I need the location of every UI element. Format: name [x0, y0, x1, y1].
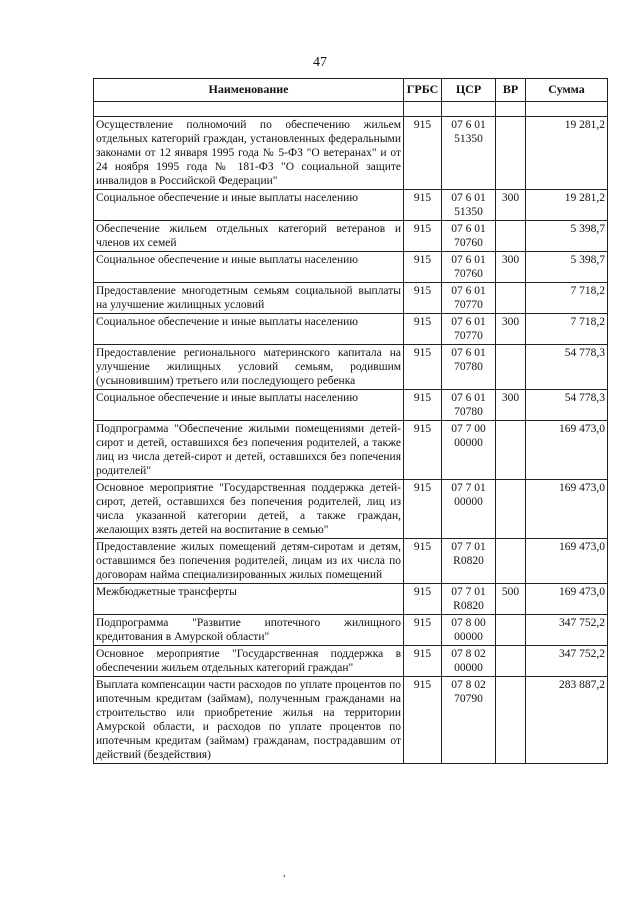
table-header	[94, 79, 608, 102]
header-csr: ЦСР	[442, 79, 496, 102]
row-name: Социальное обеспечение и иные выплаты населению	[94, 252, 404, 283]
row-name: Подпрограмма "Обеспечение жилыми помещениями детей-сирот и детей, оставшихся без попечения родителей, а также лиц из числа детей-сирот и детей, оставшихся без попечения родителей"	[94, 421, 404, 480]
row-grbs: 915	[404, 615, 442, 646]
csr-code-part1: 07 8 02	[451, 648, 486, 660]
row-csr	[442, 584, 496, 615]
footer-mark: ,	[283, 868, 286, 879]
row-grbs: 915	[404, 539, 442, 584]
row-csr	[442, 421, 496, 480]
header-name: Наименование	[94, 79, 404, 102]
csr-code-part2: 70780	[454, 406, 483, 418]
row-vr: 300	[496, 190, 526, 221]
row-sum: 169 473,0	[526, 421, 608, 480]
row-grbs: 915	[404, 421, 442, 480]
row-name: Предоставление многодетным семьям социальной выплаты на улучшение жилищных условий	[94, 283, 404, 314]
row-sum: 5 398,7	[526, 252, 608, 283]
table-row	[94, 221, 608, 252]
row-grbs: 915	[404, 190, 442, 221]
row-sum: 5 398,7	[526, 221, 608, 252]
table-row	[94, 283, 608, 314]
row-name: Социальное обеспечение и иные выплаты населению	[94, 190, 404, 221]
row-sum: 347 752,2	[526, 615, 608, 646]
row-csr	[442, 539, 496, 584]
row-name: Социальное обеспечение и иные выплаты населению	[94, 390, 404, 421]
row-grbs: 915	[404, 584, 442, 615]
row-grbs: 915	[404, 283, 442, 314]
row-sum: 54 778,3	[526, 390, 608, 421]
row-grbs: 915	[404, 390, 442, 421]
csr-code-part1: 07 8 02	[451, 679, 486, 691]
spacer-row	[94, 102, 608, 117]
budget-table	[93, 78, 608, 764]
table-row	[94, 539, 608, 584]
row-vr	[496, 539, 526, 584]
row-vr: 300	[496, 390, 526, 421]
table-row	[94, 314, 608, 345]
row-csr	[442, 117, 496, 190]
row-sum: 347 752,2	[526, 646, 608, 677]
row-vr	[496, 480, 526, 539]
table-row	[94, 584, 608, 615]
csr-code-part2: 70760	[454, 268, 483, 280]
row-csr	[442, 480, 496, 539]
row-csr	[442, 615, 496, 646]
row-sum: 19 281,2	[526, 117, 608, 190]
row-csr	[442, 345, 496, 390]
row-name: Обеспечение жильем отдельных категорий ветеранов и членов их семей	[94, 221, 404, 252]
row-sum: 19 281,2	[526, 190, 608, 221]
row-vr	[496, 117, 526, 190]
row-vr	[496, 421, 526, 480]
row-name: Предоставление жилых помещений детям-сиротам и детям, оставшимся без попечения родителей, лицам из их числа по договорам найма специализированных жилых помещений	[94, 539, 404, 584]
header-vr: ВР	[496, 79, 526, 102]
row-csr	[442, 677, 496, 764]
row-csr	[442, 190, 496, 221]
csr-code-part2: 51350	[454, 133, 483, 145]
csr-code-part2: 00000	[454, 496, 483, 508]
csr-code-part1: 07 6 01	[451, 192, 486, 204]
table-row	[94, 421, 608, 480]
table-row	[94, 646, 608, 677]
row-csr	[442, 283, 496, 314]
row-name: Выплата компенсации части расходов по уплате процентов по ипотечным кредитам (займам), полученным гражданами на строительство или приобретение жилья на территории Амурской области, и расходов по уплате процентов по ипотечным кредитам (займам) гражданам, пострадавшим от действий (бездействия)	[94, 677, 404, 764]
table-row	[94, 677, 608, 764]
row-vr: 300	[496, 314, 526, 345]
table-row	[94, 252, 608, 283]
csr-code-part1: 07 6 01	[451, 119, 486, 131]
csr-code-part2: R0820	[453, 555, 484, 567]
row-grbs: 915	[404, 221, 442, 252]
table-row	[94, 390, 608, 421]
row-grbs: 915	[404, 314, 442, 345]
csr-code-part2: 00000	[454, 662, 483, 674]
row-csr	[442, 646, 496, 677]
row-name: Межбюджетные трансферты	[94, 584, 404, 615]
row-sum: 169 473,0	[526, 480, 608, 539]
csr-code-part1: 07 6 01	[451, 285, 486, 297]
row-csr	[442, 390, 496, 421]
row-name: Социальное обеспечение и иные выплаты населению	[94, 314, 404, 345]
row-vr	[496, 646, 526, 677]
row-name: Предоставление регионального материнского капитала на улучшение жилищных условий семьям, родившим (усыновившим) третьего или последующего ребенка	[94, 345, 404, 390]
row-vr: 500	[496, 584, 526, 615]
table-body	[94, 102, 608, 764]
row-grbs: 915	[404, 345, 442, 390]
csr-code-part1: 07 6 01	[451, 223, 486, 235]
csr-code-part1: 07 6 01	[451, 316, 486, 328]
csr-code-part2: 70780	[454, 361, 483, 373]
csr-code-part2: 00000	[454, 437, 483, 449]
row-grbs: 915	[404, 677, 442, 764]
header-grbs: ГРБС	[404, 79, 442, 102]
table-row	[94, 190, 608, 221]
row-sum: 7 718,2	[526, 314, 608, 345]
row-grbs: 915	[404, 117, 442, 190]
row-grbs: 915	[404, 480, 442, 539]
csr-code-part2: 51350	[454, 206, 483, 218]
row-vr	[496, 345, 526, 390]
row-vr	[496, 677, 526, 764]
row-vr	[496, 283, 526, 314]
table-row	[94, 117, 608, 190]
row-vr: 300	[496, 252, 526, 283]
row-sum: 283 887,2	[526, 677, 608, 764]
csr-code-part1: 07 6 01	[451, 347, 486, 359]
csr-code-part2: 70770	[454, 330, 483, 342]
row-name: Осуществление полномочий по обеспечению жильем отдельных категорий граждан, установленных федеральными законами от 12 января 1995 года № 5-ФЗ "О ветеранах" и от 24 ноября 1995 года № 181-ФЗ "О социальной защите инвалидов в Российской Федерации"	[94, 117, 404, 190]
row-name: Подпрограмма "Развитие ипотечного жилищного кредитования в Амурской области"	[94, 615, 404, 646]
row-name: Основное мероприятие "Государственная поддержка детей-сирот, детей, оставшихся без попечения родителей, лиц из числа указанной категории детей, а также граждан, желающих взять детей на воспитание в семью"	[94, 480, 404, 539]
row-grbs: 915	[404, 646, 442, 677]
header-sum: Сумма	[526, 79, 608, 102]
row-vr	[496, 615, 526, 646]
row-csr	[442, 252, 496, 283]
csr-code-part2: 70790	[454, 693, 483, 705]
row-csr	[442, 314, 496, 345]
csr-code-part2: R0820	[453, 600, 484, 612]
csr-code-part1: 07 6 01	[451, 254, 486, 266]
table-row	[94, 615, 608, 646]
csr-code-part1: 07 7 00	[451, 423, 486, 435]
csr-code-part2: 70770	[454, 299, 483, 311]
csr-code-part1: 07 7 01	[451, 541, 486, 553]
csr-code-part1: 07 6 01	[451, 392, 486, 404]
csr-code-part1: 07 7 01	[451, 482, 486, 494]
row-sum: 54 778,3	[526, 345, 608, 390]
row-sum: 7 718,2	[526, 283, 608, 314]
csr-code-part1: 07 8 00	[451, 617, 486, 629]
table-row	[94, 345, 608, 390]
row-sum: 169 473,0	[526, 584, 608, 615]
row-grbs: 915	[404, 252, 442, 283]
csr-code-part2: 70760	[454, 237, 483, 249]
table-row	[94, 480, 608, 539]
csr-code-part1: 07 7 01	[451, 586, 486, 598]
page-number: 47	[313, 55, 327, 70]
row-csr	[442, 221, 496, 252]
row-name: Основное мероприятие "Государственная поддержка в обеспечении жильем отдельных категорий граждан"	[94, 646, 404, 677]
csr-code-part2: 00000	[454, 631, 483, 643]
row-vr	[496, 221, 526, 252]
row-sum: 169 473,0	[526, 539, 608, 584]
